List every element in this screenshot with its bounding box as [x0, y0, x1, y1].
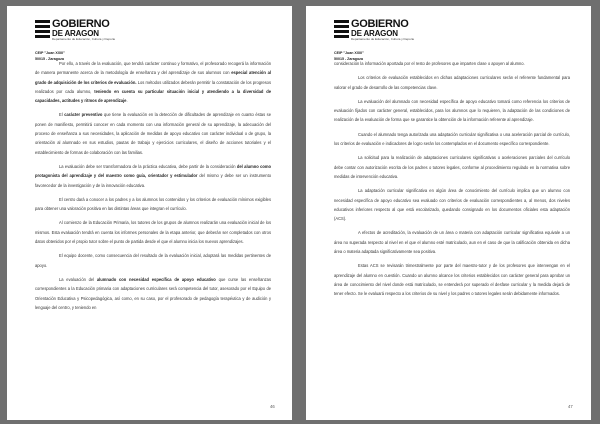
text-run: del mismo y debe ser un instrumento favorecedor de la investigación y de la innovación educativa.: [35, 173, 271, 188]
logo-line2: DE ARAGON: [52, 29, 99, 38]
text-run: que tiene la evaluación en la detección de dificultades de aprendizaje en cuanto éstas se ponen de manifiesto, permitirá conocer en cada momento con una información general de su aprendizaje, la adecuación del proceso de enseñanza a sus necesidades, la aplicación de medidas de apoyo educativo con carácter individual o de grupo, la orientación al alumnado en sus estudios, pautas de trabajo y ejercicios curriculares, el diseño de acciones tutoriales y el establecimiento de formas de colaboración con las familias.: [35, 112, 271, 155]
logo-line2: DE ARAGON: [351, 29, 398, 38]
text-run: Estas ACS se revisarán trimestralmente por parte del maestro-tutor y de los profesores que intervengan en el aprendizaje del alumno en cuestión. Cuando un alumno alcance los criterios establecidos con carácter general para aprobar un área de conocimiento del nivel donde está matriculado, se entenderá por superado el desfase curricular y la medida dejará de tener efecto. Se le evaluará respecto a los criterios de su nivel y los padres o tutores legales serán debidamente informados.: [334, 263, 570, 297]
text-run: La evaluación del alumnado con necesidad específica de apoyo educativo tomará como referencia los criterios de evaluación fijados con carácter general, establecidos, para los alumnos que lo requieren, la adaptación de las condiciones de realización de la evaluación de forma que se garantice la obtención de la información referente al aprendizaje.: [334, 98, 570, 123]
bold-text: del alumno como protagonista del aprendizaje y del maestro como guía, orientador y estimulador: [35, 163, 271, 179]
text-run: A efectos de acreditación, la evaluación de un área o materia con adaptación curricular significativa equivale a un área no superada respecto al nivel en el que el alumno esté matriculado, aun en el caso de que la calificación obtenida en dicha área o materia adaptada significativamente sea positiva.: [334, 230, 570, 255]
paragraph: [334, 73, 570, 92]
text-run: La evaluación debe ser transformadora de la práctica educativa, debe partir de la consideración: [59, 163, 237, 169]
text-run: Los métodos utilizados deberán permitir la constatación de los progresos realizados por cada alumno,: [35, 79, 272, 94]
paragraph: [35, 218, 271, 246]
paragraph: [35, 110, 271, 156]
bold-text: carácter preventivo: [64, 112, 103, 118]
text-run: El equipo docente, como consecuencia del resultado de la evaluación inicial, adoptará las medidas pertinentes de apoyo.: [35, 253, 271, 268]
paragraph: [334, 59, 570, 68]
text-run: El centro dará a conocer a los padres y a los alumnos los contenidos y los criterios de evaluación mínimos exigibles para obtener una valoración positiva en las distintas áreas que integran el currículo.: [35, 196, 271, 212]
page-number: 47: [568, 404, 573, 409]
text-run: Por ello, a través de la evaluación, que tendrá carácter continuo y formativo, el profesorado recogerá la información de manera permanente acerca de la metodología de enseñanza y del aprendizaje de sus alumnos con: [35, 61, 271, 76]
body-text: [334, 59, 570, 304]
logo-subtitle: Departamento de Educación, Cultura y Deporte: [351, 37, 415, 41]
gobierno-aragon-logo: [35, 18, 155, 46]
text-run: La evaluación del: [59, 276, 97, 282]
school-city: 50015 - Zaragoza: [35, 57, 64, 61]
school-code: CEIP "Juan XXIII": [35, 51, 65, 55]
text-run: consideración la información aportada por el resto de profesores que imparten clase o apoyen al alumno.: [334, 61, 525, 66]
paragraph: [35, 195, 271, 214]
aragon-crest-icon: [334, 18, 349, 39]
text-run: La adaptación curricular significativa en algún área de conocimiento del currículo implica que un alumno con necesidad específica de apoyo educativo sea evaluado con criterios de evaluación correspondientes a, al menos, dos niveles educativos inferiores respecto al que está escolarizado, quedando consignado en los documentos oficiales esta adaptación (ACS).: [334, 188, 570, 222]
gobierno-aragon-logo: [334, 18, 454, 46]
logo-line1: GOBIERNO: [52, 18, 110, 30]
text-run: Al comienzo de la Educación Primaria, los tutores de los grupos de alumnos realizarán una evaluación inicial de los mismos. Esta evaluación tendrá en cuenta los informes personales de la etapa anterior, que deberán ser completados con otros datos obtenidos por el propio tutor sobre el punto de partida desde el que el alumno inicia los nuevos aprendizajes.: [35, 220, 271, 245]
paragraph: [334, 186, 570, 223]
paragraph: [35, 275, 271, 312]
paragraph: [334, 261, 570, 298]
text-run: El: [59, 112, 65, 118]
paragraph: [334, 130, 570, 149]
text-run: Los criterios de evaluación establecidos en dichas adaptaciones curriculares serán el referente fundamental para valorar el grado de desarrollo de las competencias clave.: [334, 75, 570, 90]
bold-text: especial atención al grado de adquisición de los criterios de evaluación.: [35, 70, 271, 85]
text-run: Cuando el alumnado tenga autorizada una adaptación curricular significativa o una aceleración parcial de currículo, los criterios de evaluación e indicadores de logro serán los contemplados en el documento específico correspondiente.: [334, 131, 570, 147]
paragraph: [35, 251, 271, 270]
school-code: CEIP "Juan XXIII": [334, 51, 364, 55]
paragraph: [334, 153, 570, 181]
paragraph: [35, 59, 271, 105]
logo-line1: GOBIERNO: [351, 18, 409, 30]
page-right: [306, 6, 591, 420]
text-run: La solicitud para la realización de adaptaciones curriculares significativas o aceleraciones parciales del currículo debe contar con autorización escrita de los padres o tutores legales, conforme al procedimiento regulado en la normativa sobre medidas de intervención educativa.: [334, 155, 570, 179]
paragraph: [334, 228, 570, 256]
text-run: que curse las enseñanzas correspondientes a la Educación primaria con adaptaciones curriculares será competencia del tutor, asesorado por el Equipo de Orientación Educativa y Psicopedagógica, así como, en su caso, por el profesorado de pedagogía terapéutica y de audición y lenguaje del centro, y teniendo en: [35, 276, 271, 310]
page-number: 46: [270, 404, 275, 409]
bold-text: alumnado con necesidad específica de apoyo educativo: [96, 276, 216, 282]
logo-subtitle: Departamento de Educación, Cultura y Deporte: [52, 37, 116, 41]
school-city: 50015 - Zaragoza: [334, 57, 363, 61]
bold-text: teniendo en cuenta su particular situación inicial y atendiendo a la diversidad de capacidades, actitudes y ritmos de aprendizaje: [35, 88, 271, 104]
body-text: [35, 59, 271, 317]
paragraph: [35, 162, 271, 190]
aragon-crest-icon: [35, 18, 50, 39]
paragraph: [334, 97, 570, 125]
page-left: [7, 6, 292, 420]
text-run: .: [126, 98, 128, 104]
